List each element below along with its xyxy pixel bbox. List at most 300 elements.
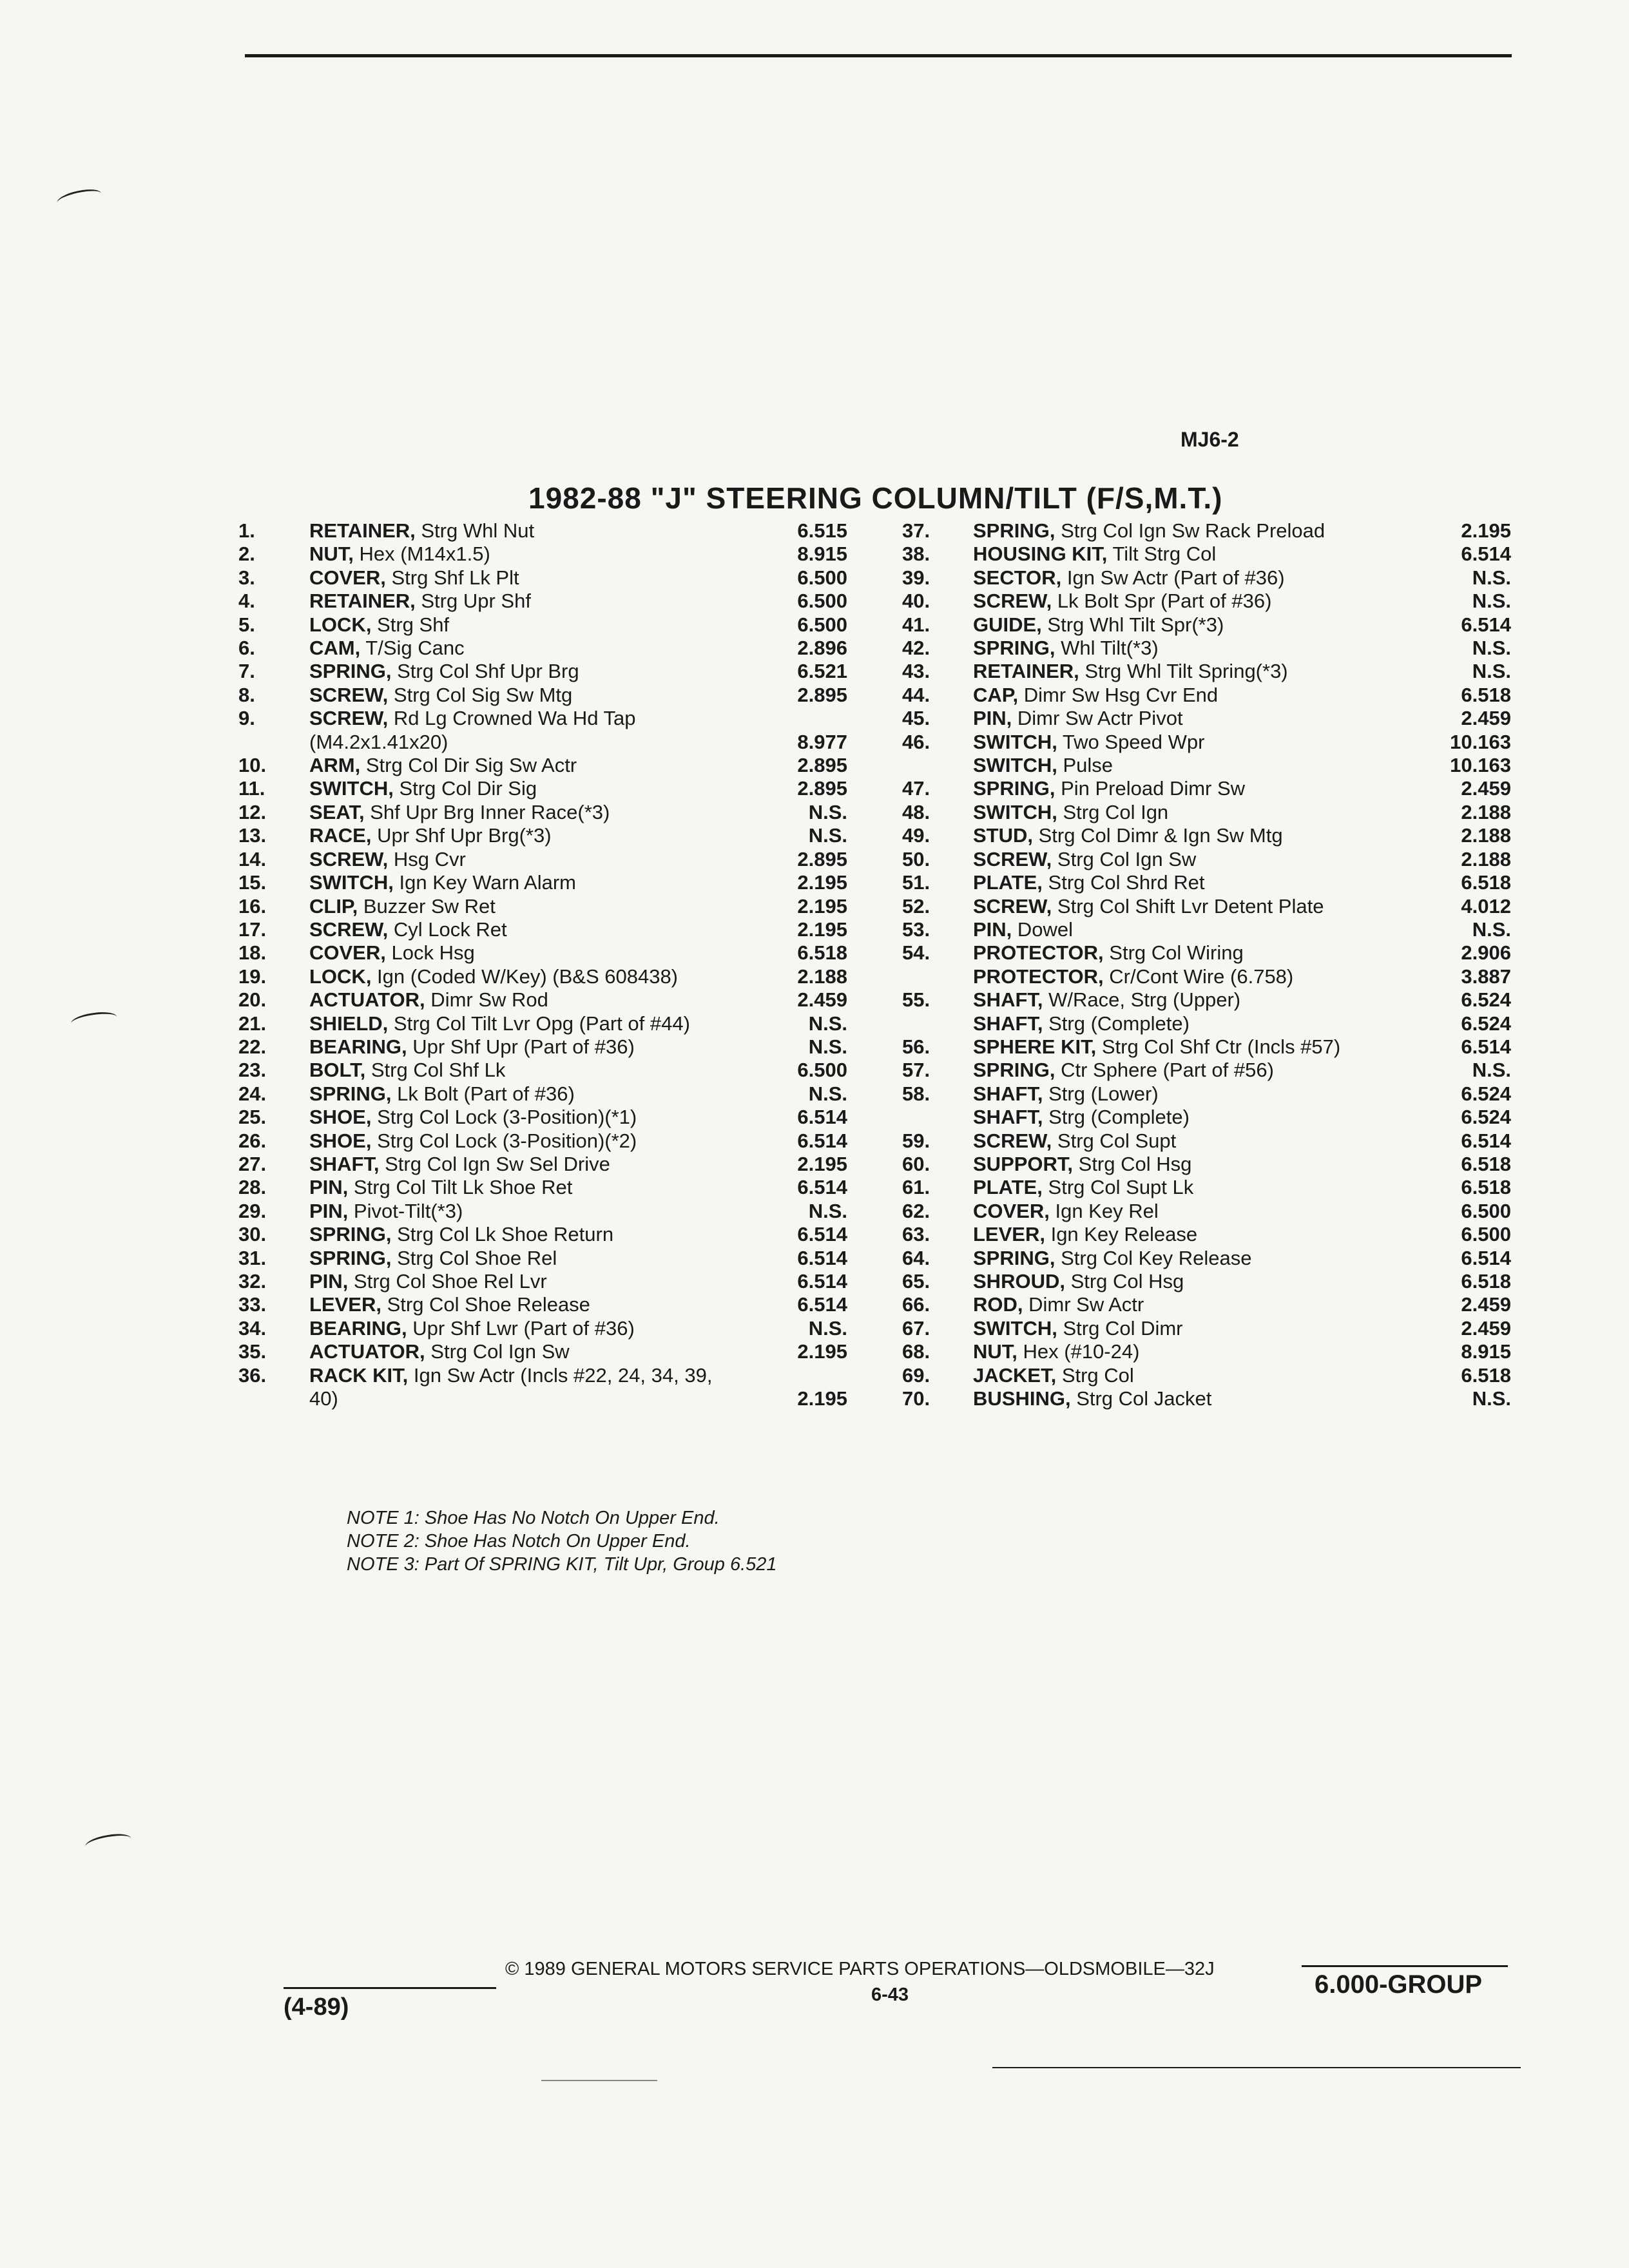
footer-rule-left	[284, 1987, 496, 1989]
part-name: ACTUATOR,	[309, 1340, 425, 1363]
part-name: CLIP,	[309, 894, 358, 918]
part-row	[902, 1106, 1572, 1129]
part-detail: Dimr Sw Rod	[425, 988, 548, 1012]
part-detail: Strg Col Tilt Lk Shoe Ret	[348, 1176, 573, 1199]
part-name: STUD,	[973, 824, 1033, 847]
part-row	[902, 1082, 1572, 1106]
part-row	[902, 1200, 1572, 1223]
part-description	[309, 1129, 744, 1153]
part-description	[309, 660, 744, 683]
part-detail: Strg Col Shf Upr Brg	[391, 660, 579, 683]
part-description	[309, 637, 744, 660]
part-detail: Strg (Complete)	[1043, 1106, 1190, 1129]
part-name: SHAFT,	[973, 1082, 1043, 1105]
group-number: N.S.	[1472, 1059, 1511, 1082]
part-number: 46.	[902, 730, 930, 753]
part-name: BUSHING,	[973, 1387, 1071, 1410]
part-description	[309, 519, 744, 543]
part-name: PIN,	[309, 1176, 349, 1199]
part-description	[973, 684, 1408, 707]
bottom-rule-short	[541, 2080, 657, 2081]
part-row	[238, 543, 909, 566]
group-number: 2.895	[797, 847, 847, 870]
top-rule	[245, 54, 1512, 57]
group-number: N.S.	[1472, 566, 1511, 589]
part-detail: Strg Col Shf Lk	[365, 1059, 506, 1082]
part-row	[238, 1293, 909, 1316]
part-number: 48.	[902, 800, 930, 823]
part-name: SECTOR,	[973, 566, 1062, 589]
part-number: 61.	[902, 1176, 930, 1199]
part-name: ACTUATOR,	[309, 988, 425, 1012]
part-description	[973, 988, 1408, 1012]
part-description	[973, 1106, 1408, 1129]
part-description	[309, 988, 744, 1012]
part-description	[309, 848, 744, 871]
part-number: 54.	[902, 941, 930, 965]
part-detail: Strg Col Shrd Ret	[1042, 871, 1205, 894]
part-number: 40.	[902, 590, 930, 613]
part-row	[238, 519, 909, 543]
part-name: SHOE,	[309, 1129, 372, 1152]
part-detail: Ign Key Rel	[1049, 1199, 1159, 1222]
note-1: NOTE 1: Shoe Has No Notch On Upper End.	[347, 1508, 720, 1528]
part-detail: Strg Shf Lk Plt	[385, 566, 519, 589]
part-row	[902, 613, 1572, 637]
part-description	[973, 801, 1408, 824]
group-number: N.S.	[808, 1012, 847, 1035]
part-description	[973, 871, 1408, 894]
part-row	[238, 1012, 909, 1035]
part-description	[973, 1153, 1408, 1176]
group-number: 6.500	[797, 590, 847, 613]
bottom-rule	[992, 2067, 1521, 2068]
part-row	[902, 754, 1572, 777]
part-number: 38.	[902, 543, 930, 566]
part-number: 18.	[238, 941, 267, 965]
part-description	[973, 1270, 1408, 1293]
part-name: SCREW,	[973, 894, 1052, 918]
part-name: SCREW,	[309, 847, 389, 870]
part-description	[309, 1106, 744, 1129]
part-description	[973, 1200, 1408, 1223]
part-number: 12.	[238, 800, 267, 823]
part-name: RACK KIT,	[309, 1363, 409, 1387]
part-detail: Hex (#10-24)	[1017, 1340, 1140, 1363]
part-detail: Whl Tilt(*3)	[1055, 637, 1159, 660]
part-description	[973, 1012, 1408, 1035]
part-row	[238, 1059, 909, 1082]
part-name: SHIELD,	[309, 1012, 389, 1035]
note-2: NOTE 2: Shoe Has Notch On Upper End.	[347, 1531, 691, 1552]
group-number: 2.459	[797, 988, 847, 1012]
group-number: N.S.	[1472, 660, 1511, 683]
group-number: 6.514	[797, 1270, 847, 1293]
part-number: 35.	[238, 1340, 267, 1363]
part-description	[973, 918, 1408, 941]
part-detail: Strg Col Lk Shoe Return	[391, 1223, 614, 1246]
part-detail: Strg Col Shift Lvr Detent Plate	[1052, 894, 1324, 918]
group-number: 6.514	[1461, 543, 1511, 566]
part-detail: Hex (M14x1.5)	[353, 543, 490, 566]
group-number: 2.895	[797, 683, 847, 706]
group-number: 2.188	[797, 965, 847, 988]
part-row	[238, 1129, 909, 1153]
group-number: N.S.	[808, 1316, 847, 1340]
part-row	[238, 1317, 909, 1340]
part-number: 43.	[902, 660, 930, 683]
part-number: 10.	[238, 754, 267, 777]
footer-rule-right	[1302, 1965, 1508, 1967]
part-row	[238, 566, 909, 590]
group-number: N.S.	[1472, 590, 1511, 613]
part-row	[238, 801, 909, 824]
part-detail: Strg Col Lock (3-Position)(*2)	[371, 1129, 637, 1152]
part-row	[238, 988, 909, 1012]
part-name: SPRING,	[973, 1246, 1055, 1269]
group-number: 3.887	[1461, 965, 1511, 988]
part-detail: Strg Col Dimr	[1057, 1316, 1183, 1340]
group-number: 2.195	[797, 918, 847, 941]
part-description	[309, 1223, 744, 1246]
part-detail: Two Speed Wpr	[1057, 730, 1205, 753]
margin-mark	[84, 1831, 133, 1854]
part-row	[238, 684, 909, 707]
part-number: 29.	[238, 1199, 267, 1222]
part-name: COVER,	[973, 1199, 1050, 1222]
part-name: SCREW,	[309, 918, 389, 941]
part-name: PIN,	[973, 918, 1012, 941]
part-number: 42.	[902, 637, 930, 660]
copyright: © 1989 GENERAL MOTORS SERVICE PARTS OPERATIONS—OLDSMOBILE—32J	[505, 1959, 1215, 1979]
part-description	[973, 1059, 1408, 1082]
group-number: 6.518	[1461, 1152, 1511, 1175]
part-description	[973, 848, 1408, 871]
part-row	[902, 660, 1572, 683]
group-number: 2.896	[797, 637, 847, 660]
part-name: RETAINER,	[309, 519, 416, 542]
part-description	[309, 1176, 744, 1199]
part-description	[973, 941, 1408, 965]
group-number: N.S.	[808, 824, 847, 847]
part-row	[902, 1270, 1572, 1293]
group-number: 2.195	[797, 894, 847, 918]
part-detail: Strg Col Ign Sw	[1052, 847, 1197, 870]
part-description	[309, 1364, 744, 1411]
part-description	[973, 1293, 1408, 1316]
group-number: 6.500	[1461, 1199, 1511, 1222]
part-name: SHAFT,	[973, 1012, 1043, 1035]
group-number: 8.915	[1461, 1340, 1511, 1363]
parts-list-right	[902, 519, 1572, 1410]
part-name: CAP,	[973, 683, 1019, 706]
group-number: 2.188	[1461, 800, 1511, 823]
part-detail: Ign Key Warn Alarm	[393, 871, 576, 894]
part-number: 23.	[238, 1059, 267, 1082]
group-number: 6.524	[1461, 1082, 1511, 1105]
group-number: 6.514	[1461, 613, 1511, 636]
part-name: CAM,	[309, 637, 361, 660]
part-number: 69.	[902, 1363, 930, 1387]
part-number: 63.	[902, 1223, 930, 1246]
part-detail: Cyl Lock Ret	[388, 918, 507, 941]
part-row	[902, 1317, 1572, 1340]
part-detail: Upr Shf Lwr (Part of #36)	[407, 1316, 635, 1340]
part-description	[973, 895, 1408, 918]
part-number	[902, 965, 973, 988]
group-number: N.S.	[808, 1082, 847, 1105]
part-description	[309, 543, 744, 566]
part-number: 7.	[238, 660, 255, 683]
part-description	[973, 965, 1408, 988]
part-row	[238, 637, 909, 660]
part-row	[238, 1247, 909, 1270]
part-detail: Strg Col Shoe Rel	[391, 1246, 557, 1269]
part-number: 21.	[238, 1012, 267, 1035]
part-number: 51.	[902, 871, 930, 894]
group-number: 6.515	[797, 519, 847, 542]
part-detail: Tilt Strg Col	[1107, 543, 1217, 566]
part-row	[902, 590, 1572, 613]
group-number: 6.514	[797, 1223, 847, 1246]
part-row	[238, 590, 909, 613]
part-row	[238, 871, 909, 894]
part-description	[309, 965, 744, 988]
part-row	[238, 824, 909, 847]
part-number: 59.	[902, 1129, 930, 1152]
part-detail: Buzzer Sw Ret	[358, 894, 496, 918]
part-row	[902, 1012, 1572, 1035]
part-description	[973, 590, 1408, 613]
part-number: 13.	[238, 824, 267, 847]
part-row	[902, 1293, 1572, 1316]
part-name: BOLT,	[309, 1059, 366, 1082]
group-number: 2.195	[797, 871, 847, 894]
part-detail: Strg Col Dir Sig Sw Actr	[360, 754, 577, 777]
page-number: 6-43	[871, 1984, 909, 2005]
part-number	[902, 754, 973, 777]
part-description	[309, 941, 744, 965]
part-name: SWITCH,	[309, 777, 394, 800]
part-name: LEVER,	[309, 1293, 381, 1316]
part-number: 36.	[238, 1363, 267, 1387]
part-number: 24.	[238, 1082, 267, 1105]
part-row	[902, 1247, 1572, 1270]
part-name: SHAFT,	[309, 1152, 380, 1175]
part-name: SEAT,	[309, 800, 365, 823]
part-name: PLATE,	[973, 1176, 1043, 1199]
part-detail: Strg Col Lock (3-Position)(*1)	[371, 1106, 637, 1129]
part-name: SCREW,	[309, 683, 389, 706]
part-name: PROTECTOR,	[973, 941, 1104, 965]
group-number: N.S.	[1472, 1387, 1511, 1410]
part-number: 47.	[902, 777, 930, 800]
part-name: SWITCH,	[973, 800, 1057, 823]
part-description	[973, 731, 1408, 754]
part-name: SPHERE KIT,	[973, 1035, 1097, 1058]
part-detail: Ign Key Release	[1045, 1223, 1198, 1246]
part-row	[902, 1176, 1572, 1199]
part-description	[309, 1317, 744, 1340]
part-name: SHAFT,	[973, 988, 1043, 1012]
group-number: 6.514	[797, 1293, 847, 1316]
part-row	[238, 1223, 909, 1246]
part-detail: Hsg Cvr	[388, 847, 466, 870]
part-row	[902, 519, 1572, 543]
part-detail: Upr Shf Upr Brg(*3)	[371, 824, 552, 847]
part-name: SPRING,	[973, 637, 1055, 660]
part-row	[902, 918, 1572, 941]
part-description	[973, 637, 1408, 660]
part-detail: Pulse	[1057, 754, 1113, 777]
part-detail: Dimr Sw Actr	[1023, 1293, 1144, 1316]
group-number: 6.518	[1461, 1270, 1511, 1293]
part-description	[309, 1082, 744, 1106]
part-name: SWITCH,	[973, 1316, 1057, 1340]
part-number: 58.	[902, 1082, 930, 1105]
group-number: 2.459	[1461, 1293, 1511, 1316]
part-detail: Pivot-Tilt(*3)	[348, 1199, 463, 1222]
part-number: 16.	[238, 894, 267, 918]
group-number: 2.195	[1461, 519, 1511, 542]
part-description	[973, 1129, 1408, 1153]
part-number: 5.	[238, 613, 255, 636]
revision-date: (4-89)	[284, 1994, 349, 2021]
part-name: BEARING,	[309, 1035, 407, 1058]
part-description	[973, 777, 1408, 800]
group-number: 6.518	[1461, 1176, 1511, 1199]
part-row	[238, 1082, 909, 1106]
part-detail: Strg (Complete)	[1043, 1012, 1190, 1035]
part-row	[902, 848, 1572, 871]
part-description	[309, 684, 744, 707]
part-name: SCREW,	[309, 707, 389, 730]
part-detail: Strg Col Dir Sig	[393, 777, 537, 800]
part-number: 34.	[238, 1316, 267, 1340]
part-detail: Strg Col Jacket	[1070, 1387, 1212, 1410]
part-number: 33.	[238, 1293, 267, 1316]
part-detail: Ign Sw Actr (Incls #22, 24, 34, 39, 40)	[309, 1363, 713, 1410]
page-code: MJ6-2	[1181, 428, 1239, 451]
part-detail: Dowel	[1012, 918, 1074, 941]
part-number: 68.	[902, 1340, 930, 1363]
part-detail: Dimr Sw Hsg Cvr End	[1018, 683, 1219, 706]
part-detail: Strg Shf	[371, 613, 450, 636]
part-row	[902, 707, 1572, 730]
part-detail: Cr/Cont Wire (6.758)	[1103, 965, 1294, 988]
group-number: 6.521	[797, 660, 847, 683]
part-detail: Dimr Sw Actr Pivot	[1012, 707, 1183, 730]
part-row	[902, 731, 1572, 754]
part-number: 4.	[238, 590, 255, 613]
part-row	[238, 1200, 909, 1223]
part-detail: Shf Upr Brg Inner Race(*3)	[364, 800, 610, 823]
part-name: SPRING,	[973, 777, 1055, 800]
part-number: 26.	[238, 1129, 267, 1152]
group-label: 6.000-GROUP	[1315, 1970, 1483, 1999]
part-number: 1.	[238, 519, 255, 542]
part-name: SHOE,	[309, 1106, 372, 1129]
part-name: SCREW,	[973, 1129, 1052, 1152]
part-number: 41.	[902, 613, 930, 636]
group-number: 6.514	[797, 1129, 847, 1152]
group-number: 2.895	[797, 754, 847, 777]
part-row	[902, 1387, 1572, 1410]
part-name: LEVER,	[973, 1223, 1045, 1246]
part-row	[902, 637, 1572, 660]
group-number: 10.163	[1450, 754, 1511, 777]
part-number: 9.	[238, 707, 255, 730]
part-description	[309, 1153, 744, 1176]
part-description	[309, 1059, 744, 1082]
group-number: 2.459	[1461, 1316, 1511, 1340]
part-number: 60.	[902, 1152, 930, 1175]
part-name: BEARING,	[309, 1316, 407, 1340]
part-detail: Lock Hsg	[385, 941, 475, 965]
part-number: 67.	[902, 1316, 930, 1340]
part-name: RETAINER,	[309, 590, 416, 613]
part-row	[238, 1106, 909, 1129]
group-number: N.S.	[808, 1035, 847, 1058]
group-number: 2.895	[797, 777, 847, 800]
part-description	[309, 707, 744, 754]
part-description	[973, 1223, 1408, 1246]
part-row	[238, 613, 909, 637]
part-row	[902, 1153, 1572, 1176]
part-number: 27.	[238, 1152, 267, 1175]
part-row	[238, 660, 909, 683]
group-number: 6.500	[797, 566, 847, 589]
group-number: 6.518	[797, 941, 847, 965]
part-row	[238, 895, 909, 918]
part-description	[973, 1082, 1408, 1106]
part-name: PIN,	[309, 1270, 349, 1293]
part-number: 70.	[902, 1387, 930, 1410]
part-number: 49.	[902, 824, 930, 847]
group-number: 6.524	[1461, 988, 1511, 1012]
group-number: N.S.	[1472, 637, 1511, 660]
group-number: N.S.	[808, 800, 847, 823]
group-number: 6.524	[1461, 1106, 1511, 1129]
part-name: PROTECTOR,	[973, 965, 1104, 988]
part-number: 45.	[902, 707, 930, 730]
part-name: SWITCH,	[973, 730, 1057, 753]
part-number: 25.	[238, 1106, 267, 1129]
part-row	[238, 1035, 909, 1059]
part-description	[309, 590, 744, 613]
part-name: HOUSING KIT,	[973, 543, 1108, 566]
part-detail: Strg Whl Tilt Spr(*3)	[1041, 613, 1224, 636]
part-description	[309, 566, 744, 590]
part-detail: Strg Col Hsg	[1065, 1270, 1184, 1293]
part-row	[902, 1364, 1572, 1387]
part-description	[973, 824, 1408, 847]
part-description	[973, 1176, 1408, 1199]
part-number: 8.	[238, 683, 255, 706]
group-number: 4.012	[1461, 894, 1511, 918]
parts-list-left	[238, 519, 909, 1410]
part-description	[309, 613, 744, 637]
part-number: 62.	[902, 1199, 930, 1222]
part-row	[902, 543, 1572, 566]
part-detail: Strg Col Wiring	[1103, 941, 1244, 965]
part-detail: Strg Whl Nut	[415, 519, 535, 542]
part-name: NUT,	[309, 543, 354, 566]
part-row	[238, 1270, 909, 1293]
part-detail: Strg Col Ign Sw Sel Drive	[379, 1152, 610, 1175]
part-detail: Strg Col Sig Sw Mtg	[388, 683, 573, 706]
part-description	[309, 754, 744, 777]
